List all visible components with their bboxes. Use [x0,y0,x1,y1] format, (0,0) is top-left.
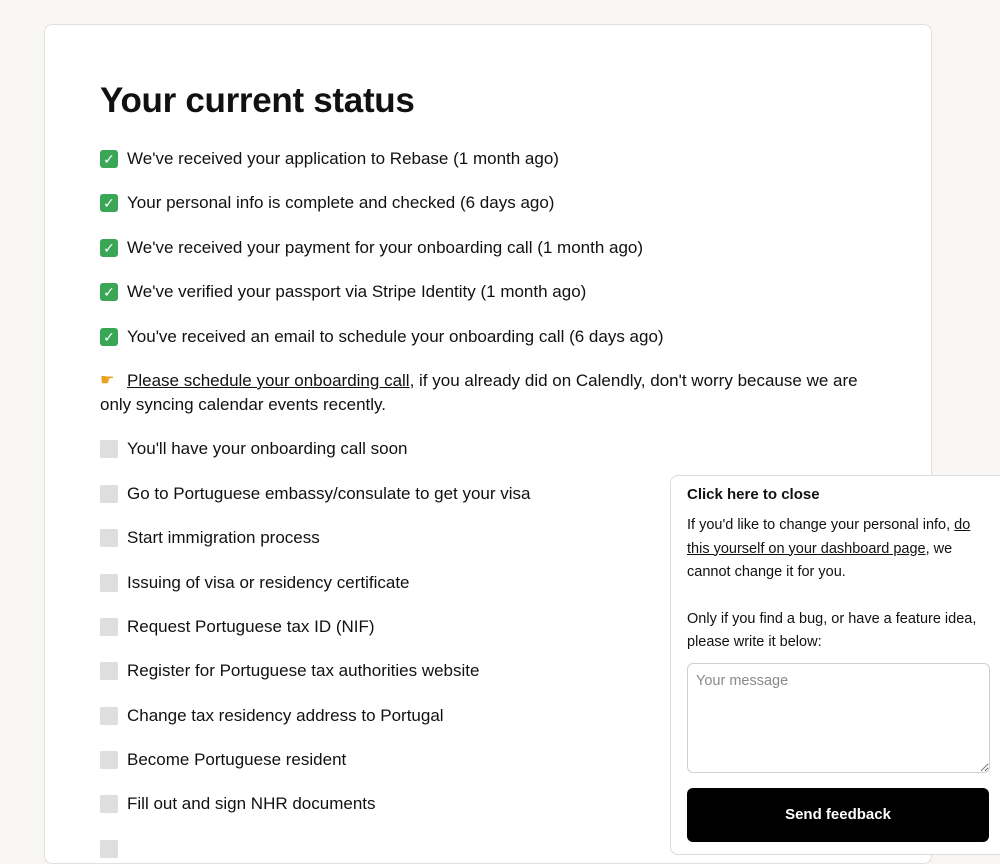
status-item-text: Register for Portuguese tax authorities website [127,661,480,681]
page-title: Your current status [100,81,415,120]
empty-checkbox-icon [100,707,118,725]
status-item-current [100,369,870,417]
empty-checkbox-icon [100,751,118,769]
empty-checkbox-icon [100,485,118,503]
status-item-text: Fill out and sign NHR documents [127,794,376,814]
empty-checkbox-icon [100,795,118,813]
empty-checkbox-icon [100,440,118,458]
status-item-text: We've received your application to Rebase (1 month ago) [127,149,559,168]
feedback-intro-after: , we cannot change it for you. [687,540,953,580]
feedback-bug-text: Only if you find a bug, or have a feature idea, please write it below: [687,610,977,650]
feedback-widget [670,475,1000,855]
status-item-text: We've received your payment for your onboarding call (1 month ago) [127,237,644,257]
close-feedback-button[interactable]: Click here to close [687,486,820,503]
check-mark-icon: ✓ [100,328,118,346]
status-item-pending [100,437,870,461]
check-mark-icon: ✓ [100,150,118,168]
status-item-text: You've received an email to schedule your onboarding call (6 days ago) [127,326,664,346]
dashboard-page-link[interactable]: do this yourself on your dashboard page [687,517,971,557]
status-item-text: We've verified your passport via Stripe Identity (1 month ago) [127,282,587,302]
check-mark-icon: ✓ [100,239,118,257]
status-item-completed [100,236,870,260]
status-item-text: Issuing of visa or residency certificate [127,572,410,592]
status-item-text: Start immigration process [127,528,320,548]
empty-checkbox-icon [100,529,118,547]
status-item-completed [100,147,870,171]
status-item-completed [100,325,870,349]
empty-checkbox-icon [100,574,118,592]
empty-checkbox-icon [100,618,118,636]
status-item-text: Become Portuguese resident [127,750,347,770]
send-feedback-button[interactable]: Send feedback [687,788,989,842]
status-item-text: Your personal info is complete and checked (6 days ago) [127,193,555,213]
feedback-intro-text [687,514,993,585]
status-item-text: Request Portuguese tax ID (NIF) [127,616,375,636]
status-item-text: Go to Portuguese embassy/consulate to get your visa [127,483,531,503]
check-mark-icon: ✓ [100,283,118,301]
status-item-completed [100,191,870,215]
feedback-message-input[interactable] [687,663,990,773]
feedback-intro-before: If you'd like to change your personal info, [687,517,955,533]
empty-checkbox-icon [100,840,118,858]
schedule-onboarding-call-link[interactable]: Please schedule your onboarding call [127,370,410,390]
status-item-completed [100,280,870,304]
status-item-text: You'll have your onboarding call soon [127,439,408,459]
status-item-text: , if you already did on Calendly, don't worry because we are only syncing calendar events recently. [100,370,858,414]
status-item-text: Change tax residency address to Portugal [127,705,444,725]
pointing-hand-icon: ☛ [100,371,115,389]
empty-checkbox-icon [100,662,118,680]
check-mark-icon: ✓ [100,194,118,212]
